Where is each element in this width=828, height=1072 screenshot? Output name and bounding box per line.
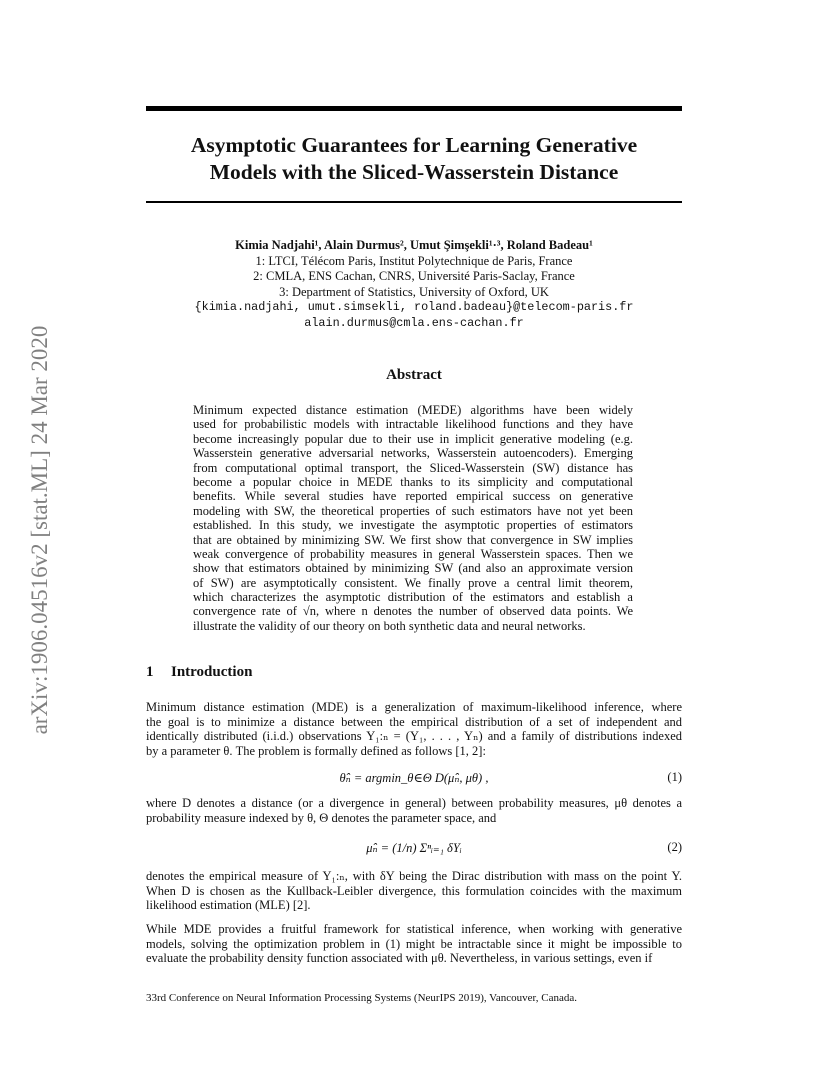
intro-paragraph-2 [146,796,682,825]
paragraph-line: probability measure indexed by θ, Θ denotes the parameter space, and [146,810,497,825]
abstract-line: established. In this study, we investigate the asymptotic properties of estimators [193,518,633,533]
abstract-line: of SW) are asymptotically consistent. We finally prove a central limit theorem, [193,575,633,590]
paragraph-line: While MDE provides a fruitful framework for statistical inference, when working with generative [146,922,682,936]
paragraph-line: evaluate the probability density function associated with μθ. Nevertheless, in various settings, even if [146,951,653,965]
paragraph-line: where D denotes a distance (or a divergence in general) between probability measures, μθ denotes a [146,796,682,810]
paragraph-line: When D is chosen as the Kullback-Leibler divergence, this formulation coincides with the maximum [146,883,682,898]
abstract-line: used for probabilistic models with intractable likelihood functions and they have [193,417,633,432]
affiliation-3: 3: Department of Statistics, University of Oxford, UK [279,284,549,299]
arxiv-stamp: arXiv:1906.04516v2 [stat.ML] 24 Mar 2020 [27,325,52,735]
equation-1 [146,770,682,786]
paragraph-line: the goal is to minimize a distance between the empirical distribution of a set of independent and [146,714,682,729]
paragraph-line: models, solving the optimization problem in (1) might be intractable since it might be impossible to [146,936,682,951]
abstract-line: weak convergence of probability measures in general Wasserstein spaces. Then we [193,546,633,561]
title-rule-bottom [146,201,682,203]
paper-title [146,132,682,186]
abstract-line: become a popular choice in MEDE thanks to its simplicity and computational [193,474,633,489]
paragraph-line: likelihood estimation (MLE) [2]. [146,898,311,912]
paragraph-line: Minimum distance estimation (MDE) is a generalization of maximum-likelihood inference, where [146,700,682,714]
equation-1-number: (1) [667,770,682,784]
paragraph-line: identically distributed (i.i.d.) observations Y₁:ₙ = (Y₁, . . . , Yₙ) and a family of distributions indexed [146,729,682,743]
abstract-line: from computational optimal transport, the Sliced-Wasserstein (SW) distance has [193,460,633,475]
abstract-line: convergence rate of √n, where n denotes the number of observed data points. We [193,604,633,619]
conference-footnote: 33rd Conference on Neural Information Processing Systems (NeurIPS 2019), Vancouver, Canada. [146,992,578,1004]
equation-2-content: μ̂ₙ = (1/n) Σⁿᵢ₌₁ δYᵢ [366,841,462,855]
abstract-line: illustrate the validity of our theory on both synthetic data and neural networks. [193,618,586,633]
title-line-1: Asymptotic Guarantees for Learning Generative [190,133,638,157]
paragraph-line: denotes the empirical measure of Y₁:ₙ, with δY being the Dirac distribution with mass on the point Y. [146,869,682,883]
equation-2 [146,840,682,856]
intro-paragraph-4 [146,922,682,966]
abstract-line: which characterizes the asymptotic distribution of the estimators and establish a [193,590,633,605]
abstract-line: show that estimators obtained by minimizing SW (and also an approximate version [193,561,633,576]
abstract-line: Wasserstein generative adversarial networks, Wasserstein autoencoders). Emerging [193,446,633,461]
equation-1-content: θ̂ₙ = argmin_θ∈Θ D(μ̂ₙ, μθ) , [339,771,489,785]
title-line-2: Models with the Sliced-Wasserstein Distance [209,160,619,184]
paragraph-line: by a parameter θ. The problem is formally defined as follows [1, 2]: [146,743,486,758]
intro-paragraph-1 [146,700,682,758]
abstract-body [193,403,633,633]
abstract-line: that are obtained by minimizing SW. We first show that convergence in SW implies [193,532,633,547]
abstract-line: Minimum expected distance estimation (MEDE) algorithms have been widely [193,403,633,417]
section-heading [146,664,252,681]
abstract-line: modeling with SW, the theoretical properties of such estimators have not yet been [193,503,633,518]
author-emails-2: alain.durmus@cmla.ens-cachan.fr [304,315,524,330]
section-number: 1 [146,664,154,680]
title-rule-top [146,106,682,111]
affiliation-2: 2: CMLA, ENS Cachan, CNRS, Université Paris-Saclay, France [253,269,575,283]
affiliation-1: 1: LTCI, Télécom Paris, Institut Polytechnique de Paris, France [255,253,573,268]
abstract-heading: Abstract [386,367,442,383]
author-names: Kimia Nadjahi¹, Alain Durmus², Umut Şimşekli¹·³, Roland Badeau¹ [235,238,593,252]
author-emails-1: {kimia.nadjahi, umut.simsekli, roland.badeau}@telecom-paris.fr [194,300,634,314]
author-block [146,238,682,331]
section-title: Introduction [171,664,253,680]
equation-2-number: (2) [667,840,682,854]
abstract-line: benefits. While several studies have reported empirical success on generative [193,489,633,504]
abstract-line: become increasingly popular due to their use in implicit generative modeling (e.g. [193,431,633,446]
intro-paragraph-3 [146,869,682,913]
